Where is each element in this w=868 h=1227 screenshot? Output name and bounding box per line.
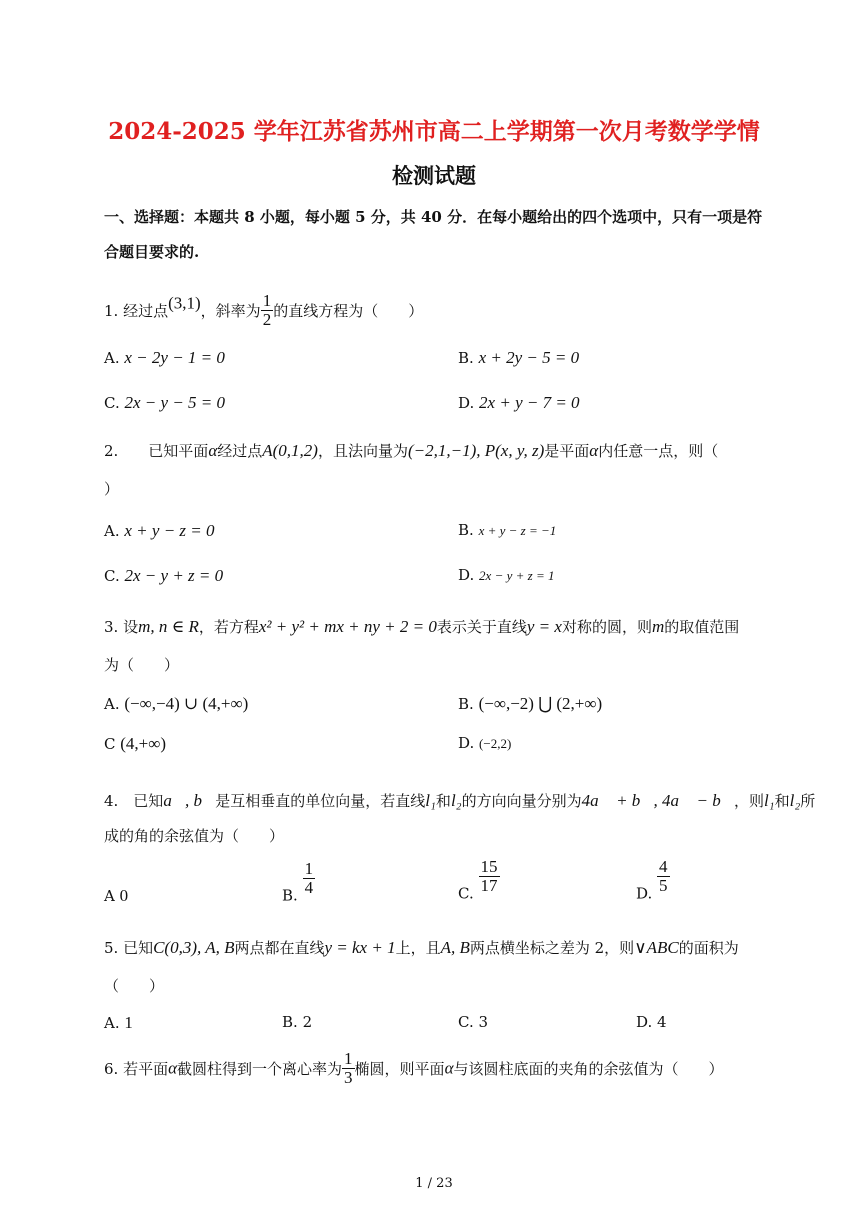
option-fraction [657,858,670,895]
q3-option-a [104,694,248,714]
q2-text: 是平面 [544,442,590,460]
q3-line: y = x [526,617,562,636]
option-text: 2x + y − 7 = 0 [479,393,580,412]
section-heading-line1: 一、选择题：本题共 8 小题，每小题 5 分，共 40 分．在每小题给出的四个选项中，只有一项是符 [104,208,763,226]
q5-text: 5. 已知 [104,939,154,957]
fraction-denominator: 17 [480,875,498,895]
option-label: D. [458,394,475,412]
q6-text: 与该圆柱底面的夹角的余弦值为（ ） [453,1059,724,1078]
option-label: A [104,887,115,905]
option-label: A. [104,695,120,713]
q5-text: 的面积为 [678,939,739,957]
q1-text: 的直线方程为（ ） [273,301,424,320]
q1-option-a [104,348,225,368]
option-label: C. [458,1013,474,1031]
q2-option-d [458,566,554,584]
q1-text: ，斜率为 [200,301,261,320]
q3-var: m [651,617,665,636]
q4-option-c [458,858,500,902]
q4-text: 和 [774,792,790,810]
q1-text: 1. 经过点 [104,301,169,320]
q2-text: ，且法向量为 [317,442,408,460]
q5-triangle: ∨ABC [634,938,679,957]
question-5-stem [104,937,739,958]
question-5-stem-line2: （ ） [104,977,165,995]
q6-fraction [342,1050,355,1087]
q3-option-b [458,694,602,714]
option-text: 2x − y − 5 = 0 [124,393,226,412]
question-3-stem-line2: 为（ ） [104,656,180,674]
fraction-denominator: 5 [659,875,668,895]
q4-line-l1: l₁ [763,791,775,810]
option-text: (−2,2) [479,736,512,751]
q2-option-a [104,521,215,541]
q2-text: 内任意一点，则（ [598,442,719,460]
option-text: 2x − y + z = 1 [479,568,555,583]
option-label: B. [458,521,474,539]
option-text: 1 [124,1013,133,1032]
q4-text: 4. 已知 [104,792,164,810]
q3-option-d [458,734,511,752]
q4-line-l1: l₁ [425,791,436,810]
option-text: x − 2y − 1 = 0 [124,348,225,367]
question-6-stem [104,1050,724,1087]
q4-text: 和 [435,792,451,810]
q4-text: ，则 [733,792,764,810]
option-text: 2x − y + z = 0 [124,566,224,585]
option-label: B. [282,886,298,905]
fraction-denominator: 3 [344,1067,353,1087]
q5-text: 两点横坐标之差为 2，则 [469,939,635,957]
page-number: 1 / 23 [415,1176,453,1191]
q2-text: 2. 已知平面 [104,442,209,460]
option-label: D. [458,734,475,752]
fraction-numerator: 15 [480,857,498,876]
option-text: x + 2y − 5 = 0 [478,348,580,367]
q1-option-b [458,348,579,368]
option-label: D. [636,1013,653,1031]
q2-option-b [458,521,556,539]
q4-option-b [282,860,315,904]
q2-vector: (−2,1,−1), P(x, y, z) [408,441,545,460]
question-4-stem [104,790,815,811]
q2-text: 经过点 [217,442,263,460]
option-text: 2 [302,1013,313,1031]
q5-line: y = kx + 1 [324,938,396,957]
option-label: C. [458,884,474,903]
q4-line-l2: l₂ [789,791,801,810]
question-2-stem [104,440,718,461]
option-fraction [303,860,316,897]
q6-alpha: α [444,1058,454,1078]
q3-option-c [104,734,166,754]
document-title: 2024-2025 学年江苏省苏州市高二上学期第一次月考数学学情 [108,118,760,145]
fraction-numerator: 1 [262,291,272,310]
fraction-numerator: 1 [344,1049,353,1068]
q6-text: 椭圆，则平面 [354,1059,445,1078]
option-label: C [104,735,116,753]
q5-option-b [282,1013,312,1031]
q2-option-c [104,566,223,586]
fraction-denominator: 4 [304,877,314,897]
q3-text: 3. 设 [104,618,139,636]
option-label: D. [458,566,475,584]
option-label: B. [458,695,474,713]
fraction-numerator: 4 [659,857,668,876]
q2-alpha: α [589,441,599,460]
q1-fraction [261,292,274,329]
option-label: A. [104,349,120,367]
q4-line-l2: l₂ [450,791,462,810]
q4-text: 是互相垂直的单位向量，若直线 [215,792,426,810]
option-text: (−∞,−2) ⋃ (2,+∞) [478,694,603,713]
option-label: D. [636,884,653,903]
q5-text: 上，且 [395,939,441,957]
option-text: x + y − z = −1 [478,523,557,538]
option-label: B. [282,1013,298,1031]
q3-text: ，若方程 [198,618,259,636]
fraction-denominator: 2 [262,309,272,329]
option-text: 4 [657,1013,667,1031]
q2-alpha: α [208,441,218,460]
option-text: (−∞,−4) ∪ (4,+∞) [124,694,249,713]
option-label: A. [104,1014,120,1032]
section-heading-line2: 合题目要求的. [104,243,200,261]
q6-alpha: α [168,1058,178,1078]
q3-text: 的取值范围 [664,618,740,636]
option-text: 3 [478,1013,489,1031]
fraction-numerator: 1 [304,859,314,878]
q6-text: 6. 若平面 [104,1059,169,1078]
q3-text: 对称的圆，则 [561,618,652,636]
q5-option-a [104,1013,133,1033]
q4-text: 的方向向量分别为 [461,792,582,810]
q3-equation: x² + y² + mx + ny + 2 = 0 [258,617,437,636]
question-4-stem-line2: 成的角的余弦值为（ ） [104,827,285,845]
document-subtitle: 检测试题 [392,163,476,188]
option-fraction [479,858,500,895]
q3-text: 表示关于直线 [436,618,527,636]
option-label: A. [104,522,120,540]
q5-option-d [636,1013,667,1031]
q3-set: m, n ∈ R [138,617,199,636]
q4-text: 所 [800,792,816,810]
q1-option-d [458,393,580,413]
question-1-stem [104,292,423,329]
option-text: x + y − z = 0 [124,521,215,540]
q6-text: 截圆柱得到一个离心率为 [177,1059,343,1078]
option-label: C. [104,394,120,412]
option-text: 0 [119,886,129,905]
q2-point: A(0,1,2) [262,441,318,460]
q4-option-d [636,858,670,902]
q4-vectors: a⃗, b⃗ [163,791,216,810]
question-2-stem-line2: ） [104,480,120,498]
q5-option-c [458,1013,488,1031]
q5-points: A, B [440,938,470,957]
option-label: C. [104,567,120,585]
question-3-stem [104,616,739,637]
q1-option-c [104,393,225,413]
q4-direction-vectors: 4a⃗ + b⃗, 4a⃗ − b⃗ [581,791,734,810]
option-label: B. [458,349,474,367]
q5-points: C(0,3), A, B [153,938,235,957]
q4-option-a [104,886,128,906]
option-text: (4,+∞) [120,734,167,753]
q1-point: (3,1) [168,293,201,313]
q5-text: 两点都在直线 [234,939,325,957]
